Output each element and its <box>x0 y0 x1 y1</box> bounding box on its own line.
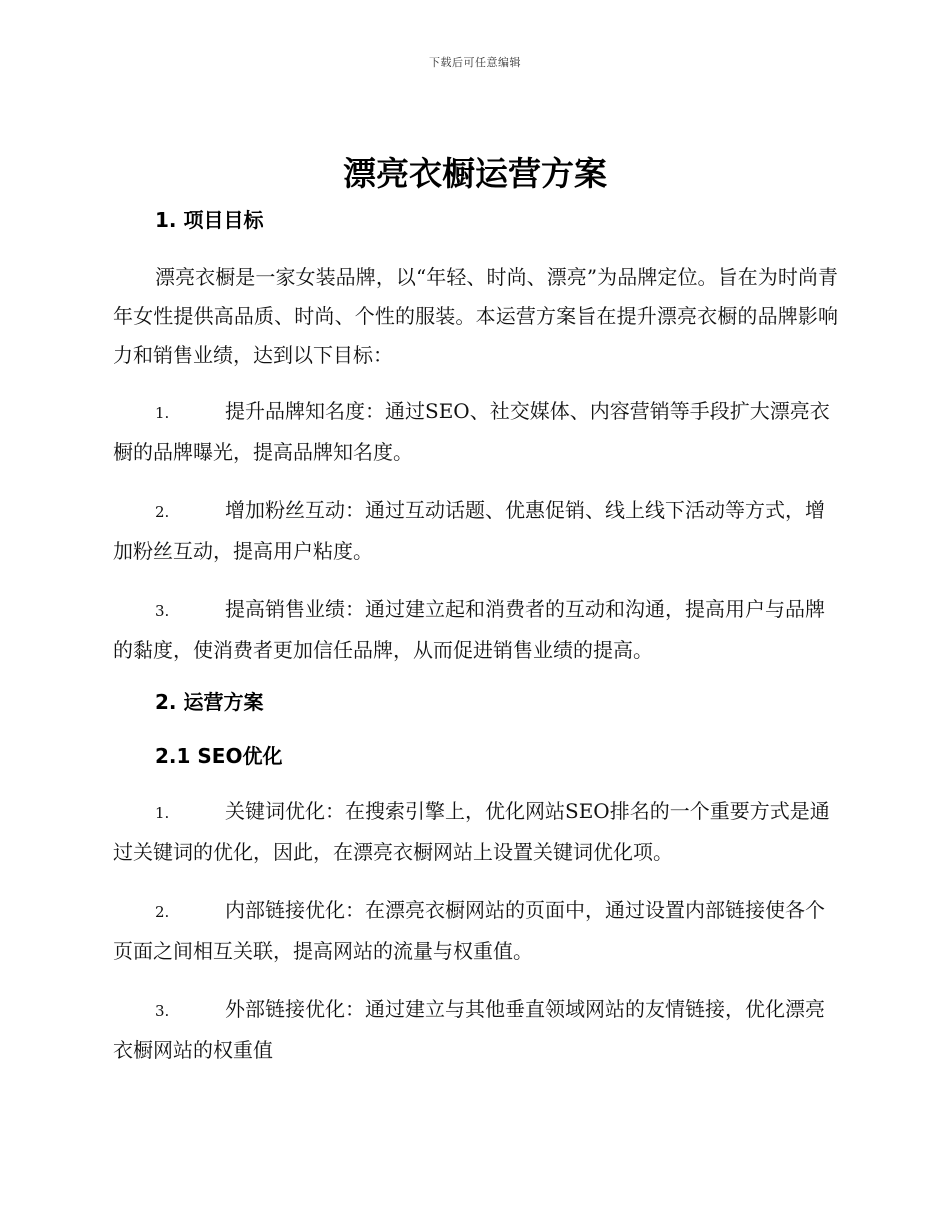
header-note: 下载后可任意编辑 <box>429 56 521 69</box>
list-item-number: 3. <box>155 602 170 620</box>
list-item-number: 1. <box>155 804 170 822</box>
seo-list <box>113 792 838 1070</box>
list-item <box>113 491 838 571</box>
list-item-text: 关键词优化：在搜索引擎上，优化网站SEO排名的一个重要方式是通过关键词的优化，因此，在漂亮衣橱网站上设置关键词优化项。 <box>113 799 830 864</box>
goals-intro-paragraph: 漂亮衣橱是一家女装品牌，以“年轻、时尚、漂亮”为品牌定位。旨在为时尚青年女性提供高品质、时尚、个性的服装。本运营方案旨在提升漂亮衣橱的品牌影响力和销售业绩，达到以下目标： <box>113 265 838 367</box>
list-item-text: 增加粉丝互动：通过互动话题、优惠促销、线上线下活动等方式，增加粉丝互动，提高用户粘度。 <box>113 498 825 563</box>
section-heading-plan: 2. 运营方案 <box>155 690 264 714</box>
list-item-text: 外部链接优化：通过建立与其他垂直领域网站的友情链接，优化漂亮衣橱网站的权重值 <box>113 997 825 1062</box>
list-item <box>113 590 838 670</box>
list-item <box>113 891 838 971</box>
list-item <box>113 392 838 472</box>
list-item-text: 提高销售业绩：通过建立起和消费者的互动和沟通，提高用户与品牌的黏度，使消费者更加信任品牌，从而促进销售业绩的提高。 <box>113 597 825 662</box>
list-item-number: 2. <box>155 903 170 921</box>
goals-list <box>113 392 838 670</box>
list-item-number: 1. <box>155 404 170 422</box>
section-heading-seo: 2.1 SEO优化 <box>155 744 283 768</box>
list-item-number: 3. <box>155 1002 170 1020</box>
section-heading-goals: 1. 项目目标 <box>155 208 264 232</box>
list-item-number: 2. <box>155 503 170 521</box>
list-item <box>113 792 838 872</box>
document-body <box>113 201 838 1070</box>
list-item-text: 内部链接优化：在漂亮衣橱网站的页面中，通过设置内部链接使各个页面之间相互关联，提高网站的流量与权重值。 <box>113 898 825 963</box>
list-item <box>113 990 838 1070</box>
list-item-text: 提升品牌知名度：通过SEO、社交媒体、内容营销等手段扩大漂亮衣橱的品牌曝光，提高品牌知名度。 <box>113 399 830 464</box>
document-title: 漂亮衣橱运营方案 <box>343 154 607 193</box>
